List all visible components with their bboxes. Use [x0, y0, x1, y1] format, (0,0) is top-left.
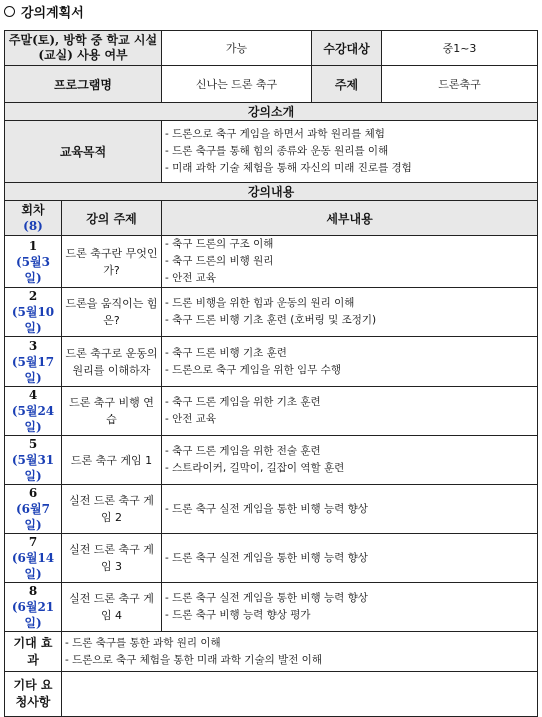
goal-item: - 미래 과학 기술 체험을 통해 자신의 미래 진로를 경험 [165, 162, 412, 174]
session-date: (5월3일) [16, 254, 50, 285]
session-topic: 드론 축구란 무엇인가? [62, 236, 162, 288]
session-date: (5월24일) [11, 404, 55, 434]
session-number: 7 [28, 535, 38, 549]
session-topic: 드론 축구로 운동의 원리를 이해하자 [62, 337, 162, 387]
program-value: 신나는 드론 축구 [162, 66, 312, 103]
session-number-cell [5, 236, 62, 288]
session-number: 1 [28, 238, 38, 253]
effect-row [5, 632, 538, 672]
effect-item: - 드론으로 축구 체험을 통한 미래 과학 기술의 발전 이해 [65, 653, 322, 666]
table-row [5, 387, 538, 436]
circle-bullet-icon [4, 6, 15, 17]
detail-item: - 축구 드론 게임을 위한 전술 훈련 [165, 445, 321, 457]
session-number: 6 [28, 486, 38, 500]
program-label: 프로그램명 [5, 66, 162, 103]
session-topic: 드론을 움직이는 힘은? [62, 288, 162, 337]
program-row [5, 66, 538, 103]
session-details [162, 485, 538, 534]
session-date: (5월10일) [11, 305, 55, 335]
session-number-cell [5, 387, 62, 436]
content-header-row [5, 201, 538, 236]
effect-list [62, 632, 538, 672]
detail-item: - 드론 축구 비행 능력 향상 평가 [165, 609, 311, 621]
detail-item: - 드론 축구 실전 게임을 통한 비행 능력 향상 [165, 551, 368, 564]
session-number-cell [5, 485, 62, 534]
facility-value: 가능 [162, 31, 312, 66]
session-topic: 실전 드론 축구 게임 2 [62, 485, 162, 534]
detail-item: - 드론 축구 실전 게임을 통한 비행 능력 향상 [165, 592, 368, 604]
session-topic: 드론 축구 비행 연습 [62, 387, 162, 436]
detail-item: - 드론 축구 실전 게임을 통한 비행 능력 향상 [165, 502, 368, 515]
session-header [5, 201, 62, 236]
intro-section-row [5, 103, 538, 121]
session-number-cell [5, 583, 62, 632]
table-row [5, 236, 538, 288]
session-header-label: 회차 [21, 203, 45, 217]
detail-item: - 축구 드론의 구조 이해 [165, 238, 274, 250]
session-number: 8 [28, 584, 38, 598]
session-date: (6월21일) [11, 600, 55, 630]
target-label: 수강대상 [312, 31, 382, 66]
session-details [162, 236, 538, 288]
goal-item: - 드론 축구를 통해 힘의 종류와 운동 원리를 이해 [165, 145, 389, 157]
detail-header: 세부내용 [162, 201, 538, 236]
detail-item: - 안전 교육 [165, 272, 217, 284]
subject-value: 드론축구 [382, 66, 538, 103]
session-details [162, 583, 538, 632]
table-row [5, 534, 538, 583]
etc-label: 기타 요청사항 [5, 672, 62, 717]
etc-row [5, 672, 538, 717]
session-date: (5월31일) [11, 453, 55, 483]
etc-value [62, 672, 538, 717]
subject-label: 주제 [312, 66, 382, 103]
detail-item: - 드론 비행을 위한 힘과 운동의 원리 이해 [165, 297, 355, 309]
session-number-cell [5, 436, 62, 485]
session-count: (8) [23, 219, 43, 233]
lecture-plan-table [4, 30, 538, 717]
session-number-cell [5, 288, 62, 337]
session-topic: 실전 드론 축구 게임 3 [62, 534, 162, 583]
session-date: (6월7일) [16, 502, 50, 532]
detail-item: - 축구 드론 게임을 위한 기초 훈련 [165, 396, 321, 408]
target-value: 중1~3 [382, 31, 538, 66]
session-date: (6월14일) [11, 551, 55, 581]
table-row [5, 436, 538, 485]
session-date: (5월17일) [11, 354, 55, 385]
session-topic: 드론 축구 게임 1 [62, 436, 162, 485]
detail-item: - 축구 드론 비행 기초 훈련 [165, 346, 287, 359]
session-details [162, 387, 538, 436]
facility-row [5, 31, 538, 66]
session-details [162, 534, 538, 583]
goal-label: 교육목적 [5, 121, 162, 183]
table-row [5, 288, 538, 337]
session-details [162, 436, 538, 485]
table-row [5, 337, 538, 387]
session-details [162, 288, 538, 337]
content-section-title: 강의내용 [5, 183, 538, 201]
session-number: 3 [28, 338, 38, 353]
facility-label: 주말(토), 방학 중 학교 시설(교실) 사용 여부 [5, 31, 162, 66]
table-row [5, 485, 538, 534]
table-row [5, 583, 538, 632]
goal-list [162, 121, 538, 183]
session-topic: 실전 드론 축구 게임 4 [62, 583, 162, 632]
detail-item: - 축구 드론의 비행 원리 [165, 255, 274, 267]
session-number: 5 [28, 437, 38, 451]
goal-item: - 드론으로 축구 게임을 하면서 과학 원리를 체험 [165, 128, 385, 140]
session-details [162, 337, 538, 387]
session-number: 4 [28, 388, 38, 402]
detail-item: - 스트라이커, 길막이, 길잡이 역할 훈련 [165, 462, 345, 474]
detail-item: - 안전 교육 [165, 413, 217, 425]
document-title [4, 2, 84, 20]
effect-item: - 드론 축구를 통한 과학 원리 이해 [65, 636, 221, 649]
intro-section-title: 강의소개 [5, 103, 538, 121]
goal-row [5, 121, 538, 183]
effect-label: 기대 효과 [5, 632, 62, 672]
document-title-text: 강의계획서 [21, 5, 84, 21]
session-number-cell [5, 337, 62, 387]
session-number-cell [5, 534, 62, 583]
topic-header: 강의 주제 [62, 201, 162, 236]
content-section-row [5, 183, 538, 201]
detail-item: - 축구 드론 비행 기초 훈련 (호버링 및 조정기) [165, 314, 377, 326]
detail-item: - 드론으로 축구 게임을 위한 임무 수행 [165, 363, 341, 376]
session-number: 2 [28, 289, 38, 303]
